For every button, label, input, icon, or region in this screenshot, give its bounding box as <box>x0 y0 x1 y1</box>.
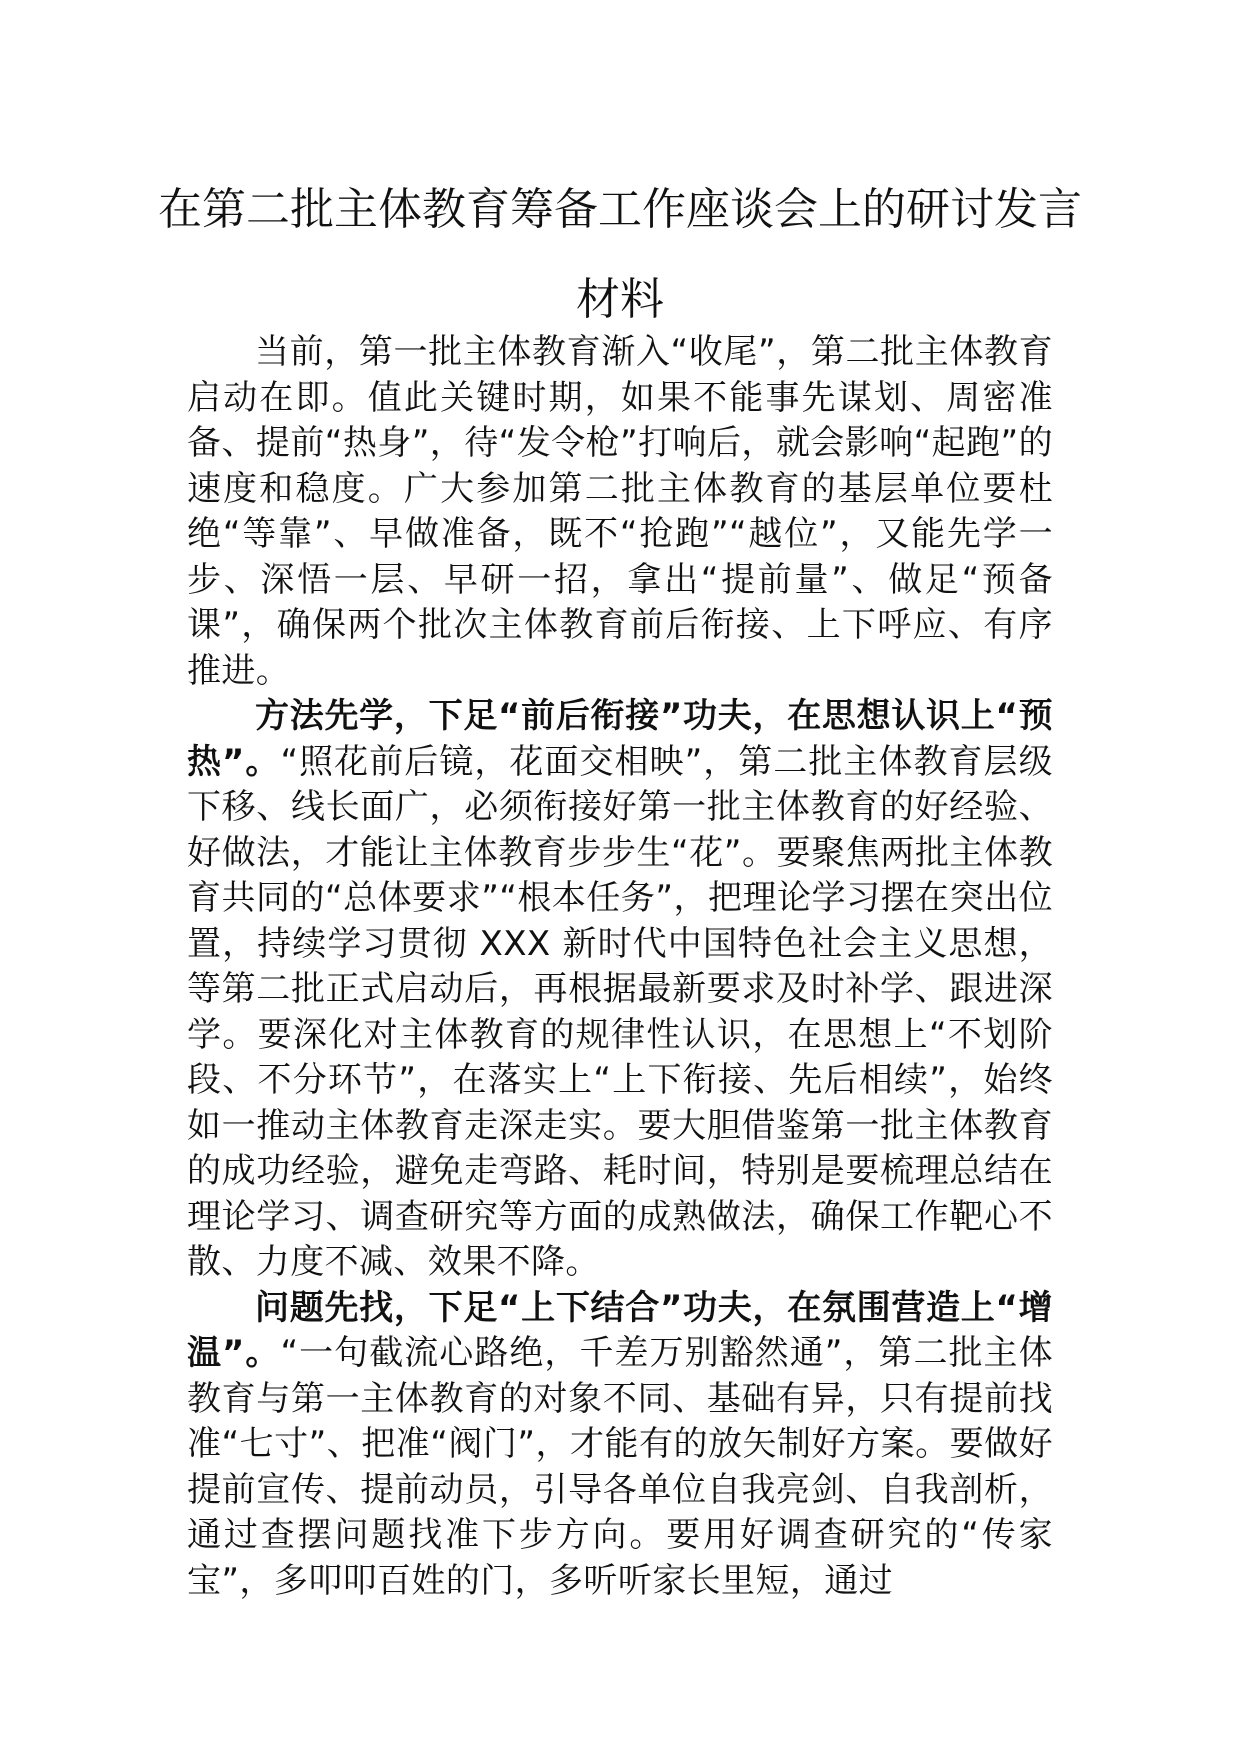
paragraph-method-first <box>187 694 1053 1286</box>
document-title: 在第二批主体教育筹备工作座谈会上的研讨发言材料 <box>158 184 1082 325</box>
document-body <box>187 330 1053 1604</box>
paragraph-problem-first <box>187 1286 1053 1605</box>
paragraph-text: “一句截流心路绝，千差万别豁然通”，第二批主体教育与第一主体教育的对象不同、基础有异，只有提前找准“七寸”、把准“阀门”，才能有的放矢制好方案。要做好提前宣传、提前动员，引导各单位自我亮剑、自我剖析，通过查摆问题找准下步方向。要用好调查研究的“传家宝”，多叩叩百姓的门，多听听家长里短，通过 <box>187 1333 1053 1601</box>
paragraph-text: “照花前后镜，花面交相映”，第二批主体教育层级下移、线长面广，必须衔接好第一批主体教育的好经验、好做法，才能让主体教育步步生“花”。要聚焦两批主体教育共同的“总体要求”“根本任务”，把理论学习摆在突出位置，持续学习贯彻 XXX 新时代中国特色社会主义思想，等第二批正式启动后，再根据最新要求及时补学、跟进深学。要深化对主体教育的规律性认识，在思想上“不划阶段、不分环节”，在落实上“上下衔接、先后相续”，始终如一推动主体教育走深走实。要大胆借鉴第一批主体教育的成功经验，避免走弯路、耗时间，特别是要梳理总结在理论学习、调查研究等方面的成熟做法，确保工作靶心不散、力度不减、效果不降。 <box>187 741 1053 1282</box>
paragraph-lead-heading: 方法先学，下足“前后衔接”功夫，在思想认识上“预热”。 <box>187 696 1053 782</box>
paragraph-text: 当前，第一批主体教育渐入“收尾”，第二批主体教育启动在即。值此关键时期，如果不能事先谋划、周密准备、提前“热身”，待“发令枪”打响后，就会影响“起跑”的速度和稳度。广大参加第二批主体教育的基层单位要杜绝“等靠”、早做准备，既不“抢跑”“越位”，又能先学一步、深悟一层、早研一招，拿出“提前量”、做足“预备课”，确保两个批次主体教育前后衔接、上下呼应、有序推进。 <box>187 332 1053 691</box>
paragraph-intro <box>187 330 1053 694</box>
paragraph-lead-heading: 问题先找，下足“上下结合”功夫，在氛围营造上“增温”。 <box>187 1287 1053 1373</box>
